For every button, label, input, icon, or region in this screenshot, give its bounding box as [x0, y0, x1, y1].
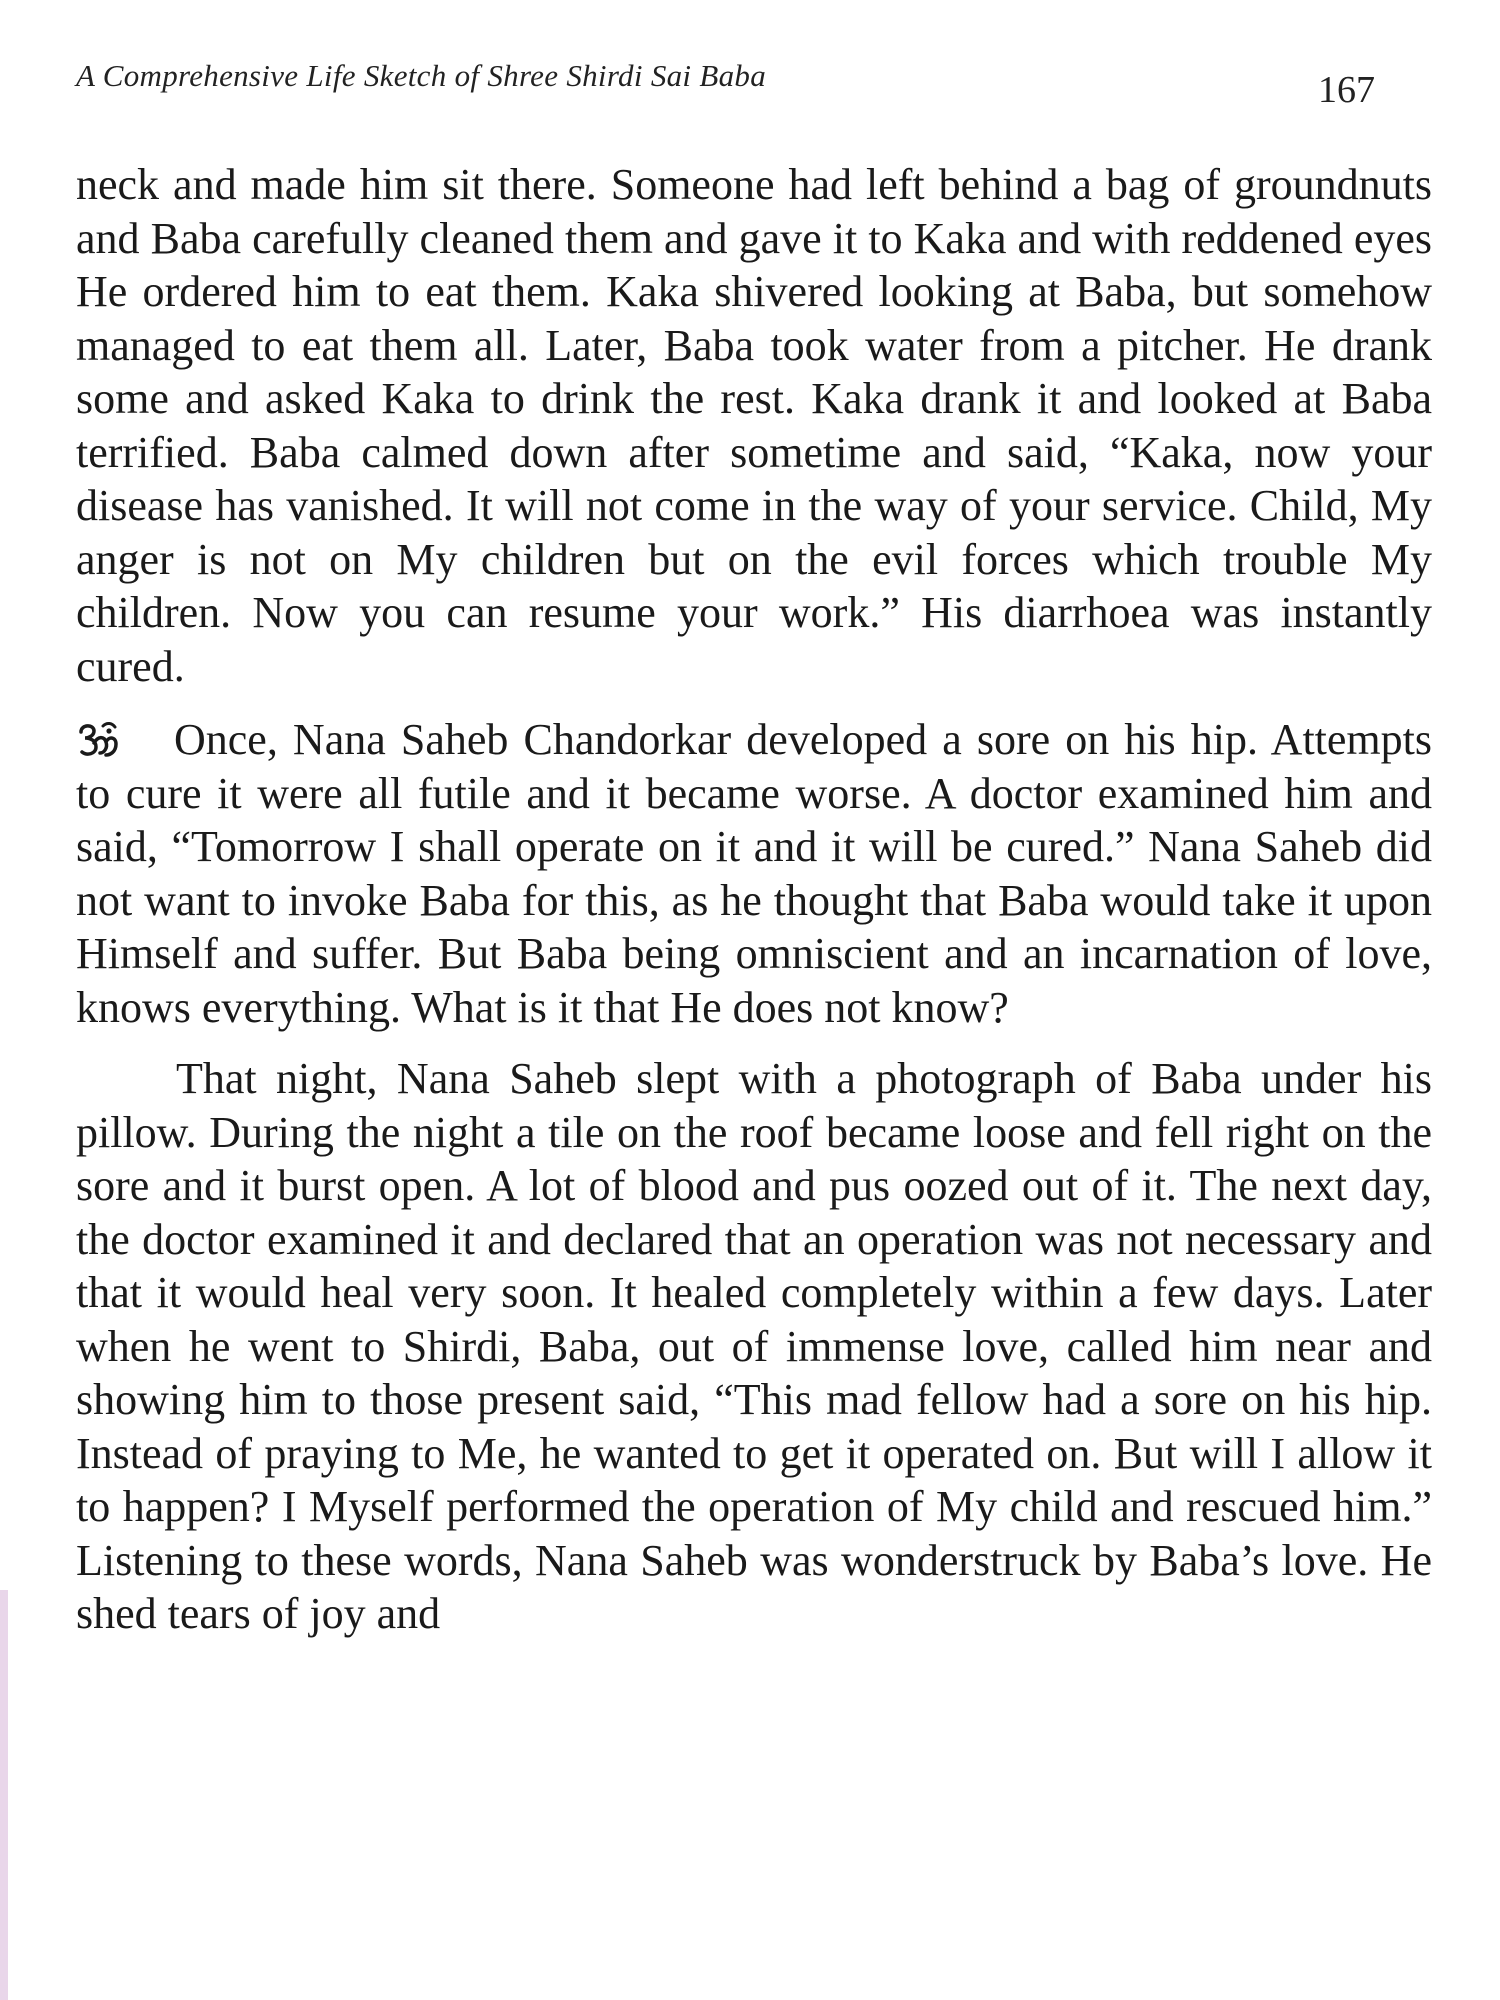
paragraph-om-text: Once, Nana Saheb Chandorkar developed a sore on his hip. Attempts to cure it were all futile and it became worse. A doctor examined him and said, “Tomorrow I shall operate on it and it will be cured.” Nana Saheb did not want to invoke Baba for this, as he thought that Baba would take it upon Himself and suffer. But Baba being omniscient and an incarnation of love, knows everything. What is it that He does not know?	[76, 715, 1432, 1032]
page-number: 167	[1318, 69, 1375, 111]
om-symbol-icon	[76, 720, 120, 760]
body-text	[76, 158, 1432, 1641]
page-edge-shadow	[0, 1590, 8, 2000]
running-header: A Comprehensive Life Sketch of Shree Shirdi Sai Baba	[76, 58, 767, 93]
paragraph-continued: neck and made him sit there. Someone had left behind a bag of groundnuts and Baba carefully cleaned them and gave it to Kaka and with reddened eyes He ordered him to eat them. Kaka shivered looking at Baba, but somehow managed to eat them all. Later, Baba took water from a pitcher. He drank some and asked Kaka to drink the rest. Kaka drank it and looked at Baba terrified. Baba calmed down after sometime and said, “Kaka, now your disease has vanished. It will not come in the way of your service. Child, My anger is not on My children but on the evil forces which trouble My children. Now you can resume your work.” His diarrhoea was instantly cured.	[76, 160, 1432, 691]
paragraph-indented: That night, Nana Saheb slept with a photograph of Baba under his pillow. During the night a tile on the roof became loose and fell right on the sore and it burst open. A lot of blood and pus oozed out of it. The next day, the doctor examined it and declared that an operation was not necessary and that it would heal very soon. It healed completely within a few days. Later when he went to Shirdi, Baba, out of immense love, called him near and showing him to those present said, “This mad fellow had a sore on his hip. Instead of praying to Me, he wanted to get it operated on. But will I allow it to happen? I Myself performed the operation of My child and rescued him.” Listening to these words, Nana Saheb was wonderstruck by Baba’s love. He shed tears of joy and	[76, 1054, 1432, 1638]
paragraph-om	[76, 713, 1432, 1034]
